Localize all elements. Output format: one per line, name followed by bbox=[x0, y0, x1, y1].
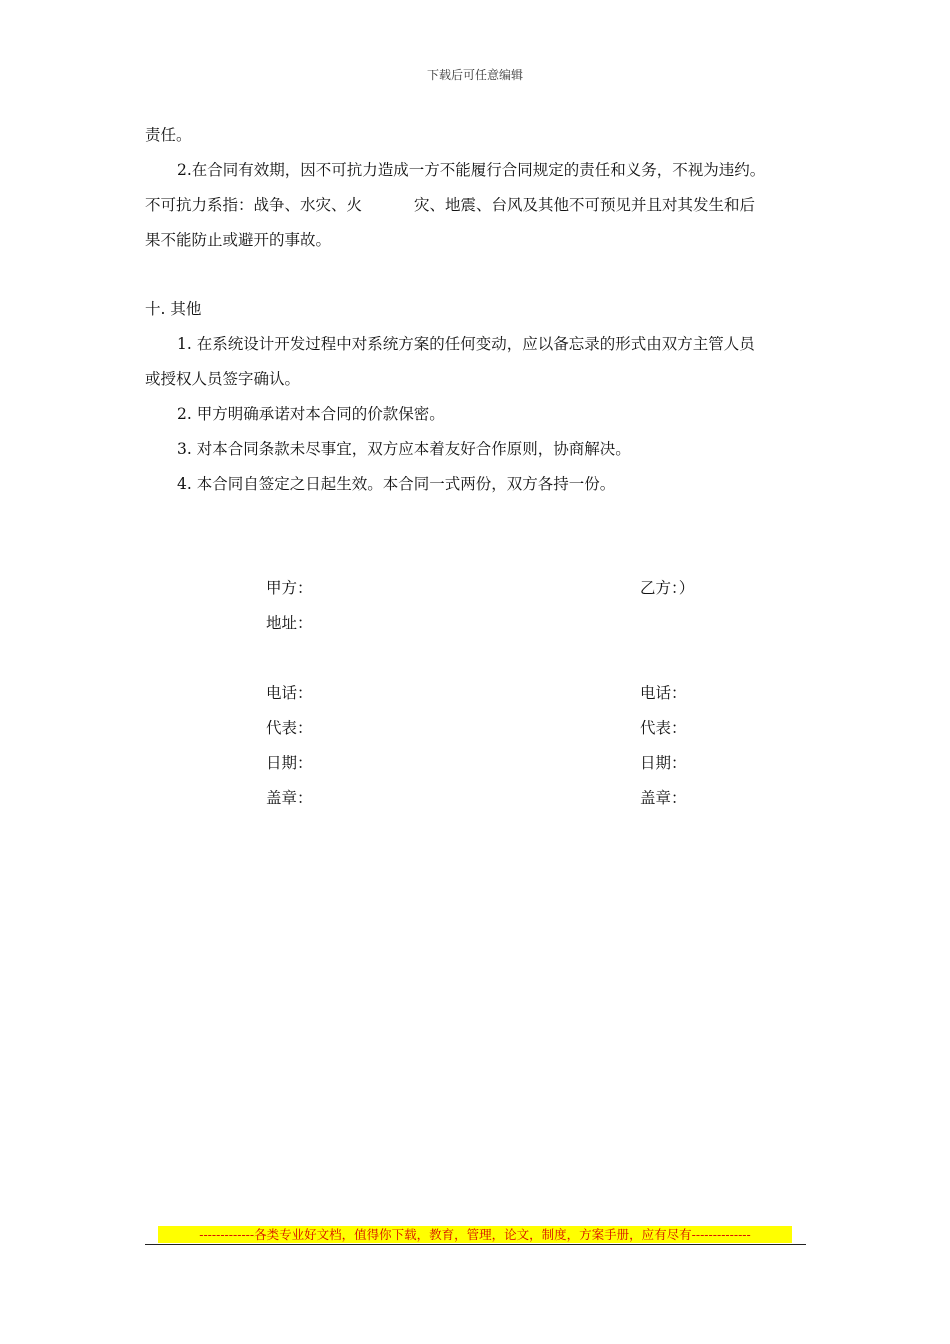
force-majeure-item2-line2 bbox=[145, 188, 810, 223]
clause-10-item2: 2. 甲方明确承诺对本合同的价款保密。 bbox=[177, 405, 445, 423]
party-a-date-label: 日期： bbox=[266, 754, 313, 772]
party-a-address-label: 地址： bbox=[266, 614, 313, 632]
page-header-note: 下载后可任意编辑 bbox=[426, 68, 523, 82]
clause-10-item1-line1: 1. 在系统设计开发过程中对系统方案的任何变动，应以备忘录的形式由双方主管人员 bbox=[177, 335, 755, 353]
footer-divider bbox=[145, 1244, 806, 1245]
clause-10-title: 十. 其他 bbox=[145, 300, 202, 318]
force-majeure-line2-part-b: 灾、地震、台风及其他不可预见并且对其发生和后 bbox=[414, 196, 756, 214]
responsibility-line: 责任。 bbox=[145, 126, 192, 144]
party-b-name-label: 乙方：） bbox=[640, 579, 695, 597]
party-b-date-label: 日期： bbox=[640, 754, 687, 772]
clause-10-other bbox=[145, 292, 810, 502]
clause-10-item3: 3. 对本合同条款未尽事宜，双方应本着友好合作原则，协商解决。 bbox=[177, 440, 631, 458]
party-a-seal-label: 盖章： bbox=[266, 789, 313, 807]
clause-10-item4: 4. 本合同自签定之日起生效。本合同一式两份，双方各持一份。 bbox=[177, 475, 616, 493]
party-b-seal-label: 盖章： bbox=[640, 789, 687, 807]
footer-banner: -------------各类专业好文档，值得你下载，教育，管理，论文，制度，方案手册，应有尽有-------------- bbox=[158, 1226, 792, 1243]
clause-10-item1-line2: 或授权人员签字确认。 bbox=[145, 370, 301, 388]
force-majeure-line2-part-a: 不可抗力系指：战争、水灾、火 bbox=[145, 196, 363, 214]
party-b-phone-label: 电话： bbox=[640, 684, 687, 702]
force-majeure-item2-line3: 果不能防止或避开的事故。 bbox=[145, 231, 332, 249]
force-majeure-item2-line1: 2.在合同有效期，因不可抗力造成一方不能履行合同规定的责任和义务，不视为违约。 bbox=[177, 161, 766, 179]
party-a-phone-label: 电话： bbox=[266, 684, 313, 702]
party-a-name-label: 甲方： bbox=[266, 579, 313, 597]
party-b-representative-label: 代表： bbox=[640, 719, 687, 737]
clause-9-continued bbox=[145, 118, 810, 258]
party-a-representative-label: 代表： bbox=[266, 719, 313, 737]
